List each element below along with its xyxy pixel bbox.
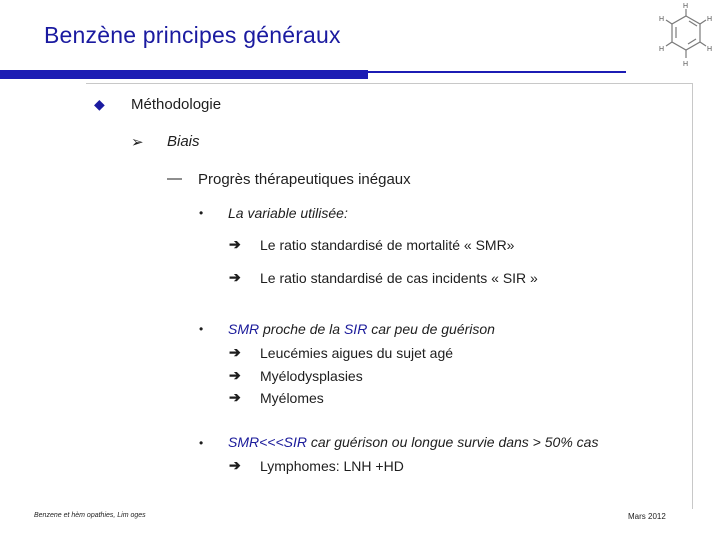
smr-close-reason: car peu de guérison (367, 321, 495, 337)
footer-left: Benzene et hèm opathies, Lim oges (34, 512, 146, 519)
item-smr-close (228, 321, 495, 337)
item-sir-ratio: Le ratio standardisé de cas incidents « SIR » (260, 270, 538, 286)
sir-term: SIR (343, 321, 368, 337)
smr-close-text: proche de la (259, 321, 344, 337)
title-rule-thick (0, 70, 368, 79)
heading-methodologie: Méthodologie (131, 96, 222, 113)
svg-text:H: H (707, 46, 713, 53)
footer-date: Mars 2012 (628, 512, 666, 521)
item-myelomes: Myélomes (260, 390, 324, 406)
heading-biais: Biais (167, 133, 200, 150)
dot-bullet-icon: • (199, 206, 204, 220)
dot-bullet-icon: • (199, 436, 204, 450)
benzene-molecule-icon (650, 2, 720, 70)
svg-text:H: H (683, 61, 689, 68)
heading-progres: Progrès thérapeutiques inégaux (198, 171, 411, 188)
svg-text:H: H (659, 16, 665, 23)
item-smr-ratio: Le ratio standardisé de mortalité « SMR» (260, 237, 515, 253)
dot-bullet-icon: • (199, 322, 204, 336)
right-arrow-icon: ➔ (229, 367, 241, 383)
item-myelodysplasies: Myélodysplasies (260, 368, 363, 384)
item-lymphomes: Lymphomes: LNH +HD (260, 458, 404, 474)
right-arrow-icon: ➔ (229, 236, 241, 252)
item-leucemies: Leucémies aigues du sujet agé (260, 345, 454, 361)
arrowhead-bullet-icon: ➢ (131, 134, 144, 151)
right-arrow-icon: ➔ (229, 344, 241, 360)
right-arrow-icon: ➔ (229, 457, 241, 473)
diamond-bullet-icon: ◆ (94, 96, 105, 112)
slide-title: Benzène principes généraux (44, 22, 341, 48)
smr-much-reason: car guérison (306, 434, 388, 450)
svg-text:H: H (683, 3, 689, 10)
smr-term: SMR (228, 321, 260, 337)
right-arrow-icon: ➔ (229, 389, 241, 405)
right-arrow-icon: ➔ (229, 269, 241, 285)
item-smr-much-lower (228, 434, 598, 450)
smr-sir-term: SMR<<<SIR (228, 434, 307, 450)
svg-text:H: H (659, 46, 665, 53)
title-rule-thin (368, 71, 626, 73)
item-variable: La variable utilisée: (228, 205, 348, 221)
svg-text:H: H (707, 16, 713, 23)
dash-bullet-icon: — (167, 170, 182, 187)
smr-much-detail: ou longue survie dans > 50% cas (387, 434, 599, 450)
